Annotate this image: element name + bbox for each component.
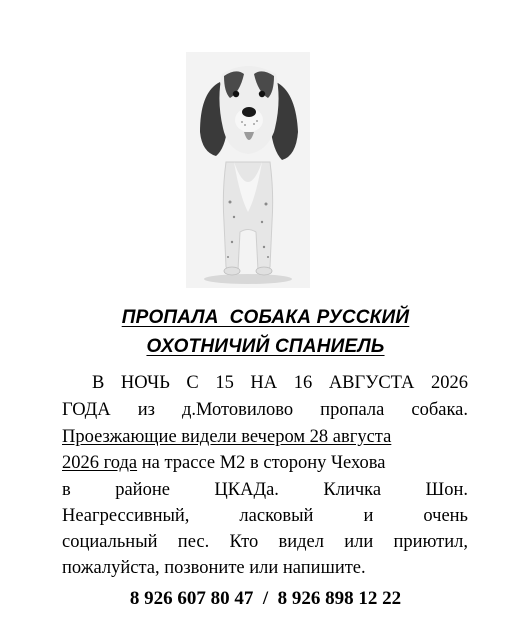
body-line-6: Неагрессивный, ласковый и очень [62,506,468,526]
body-line-7: социальный пес. Кто видел или приютил, [62,532,468,552]
body-line-1 [62,373,468,393]
contact-phones: 8 926 607 80 47 / 8 926 898 12 22 [129,588,402,609]
body-line-1-text: В НОЧЬ С 15 НА 16 АВГУСТА 2026 [92,373,468,393]
body-line-5: в районе ЦКАДа. Кличка Шон. [62,480,468,500]
sighting-year-underlined: 2026 года [62,453,138,473]
sighting-underlined-text: Проезжающие видели вечером 28 августа [62,427,392,447]
headline-line-1: ПРОПАЛА СОБАКА РУССКИЙ [121,307,410,328]
headline-line-2: ОХОТНИЧИЙ СПАНИЕЛЬ [146,336,385,357]
dog-photo [186,52,310,288]
dog-illustration [186,52,310,288]
body-line-4-rest: на трассе М2 в сторону Чехова [137,453,386,473]
body-line-3 [62,427,468,447]
body-line-4 [62,453,468,473]
body-line-8: пожалуйста, позвоните или напишите. [62,558,366,578]
body-line-2: ГОДА из д.Мотовилово пропала собака. [62,400,468,420]
